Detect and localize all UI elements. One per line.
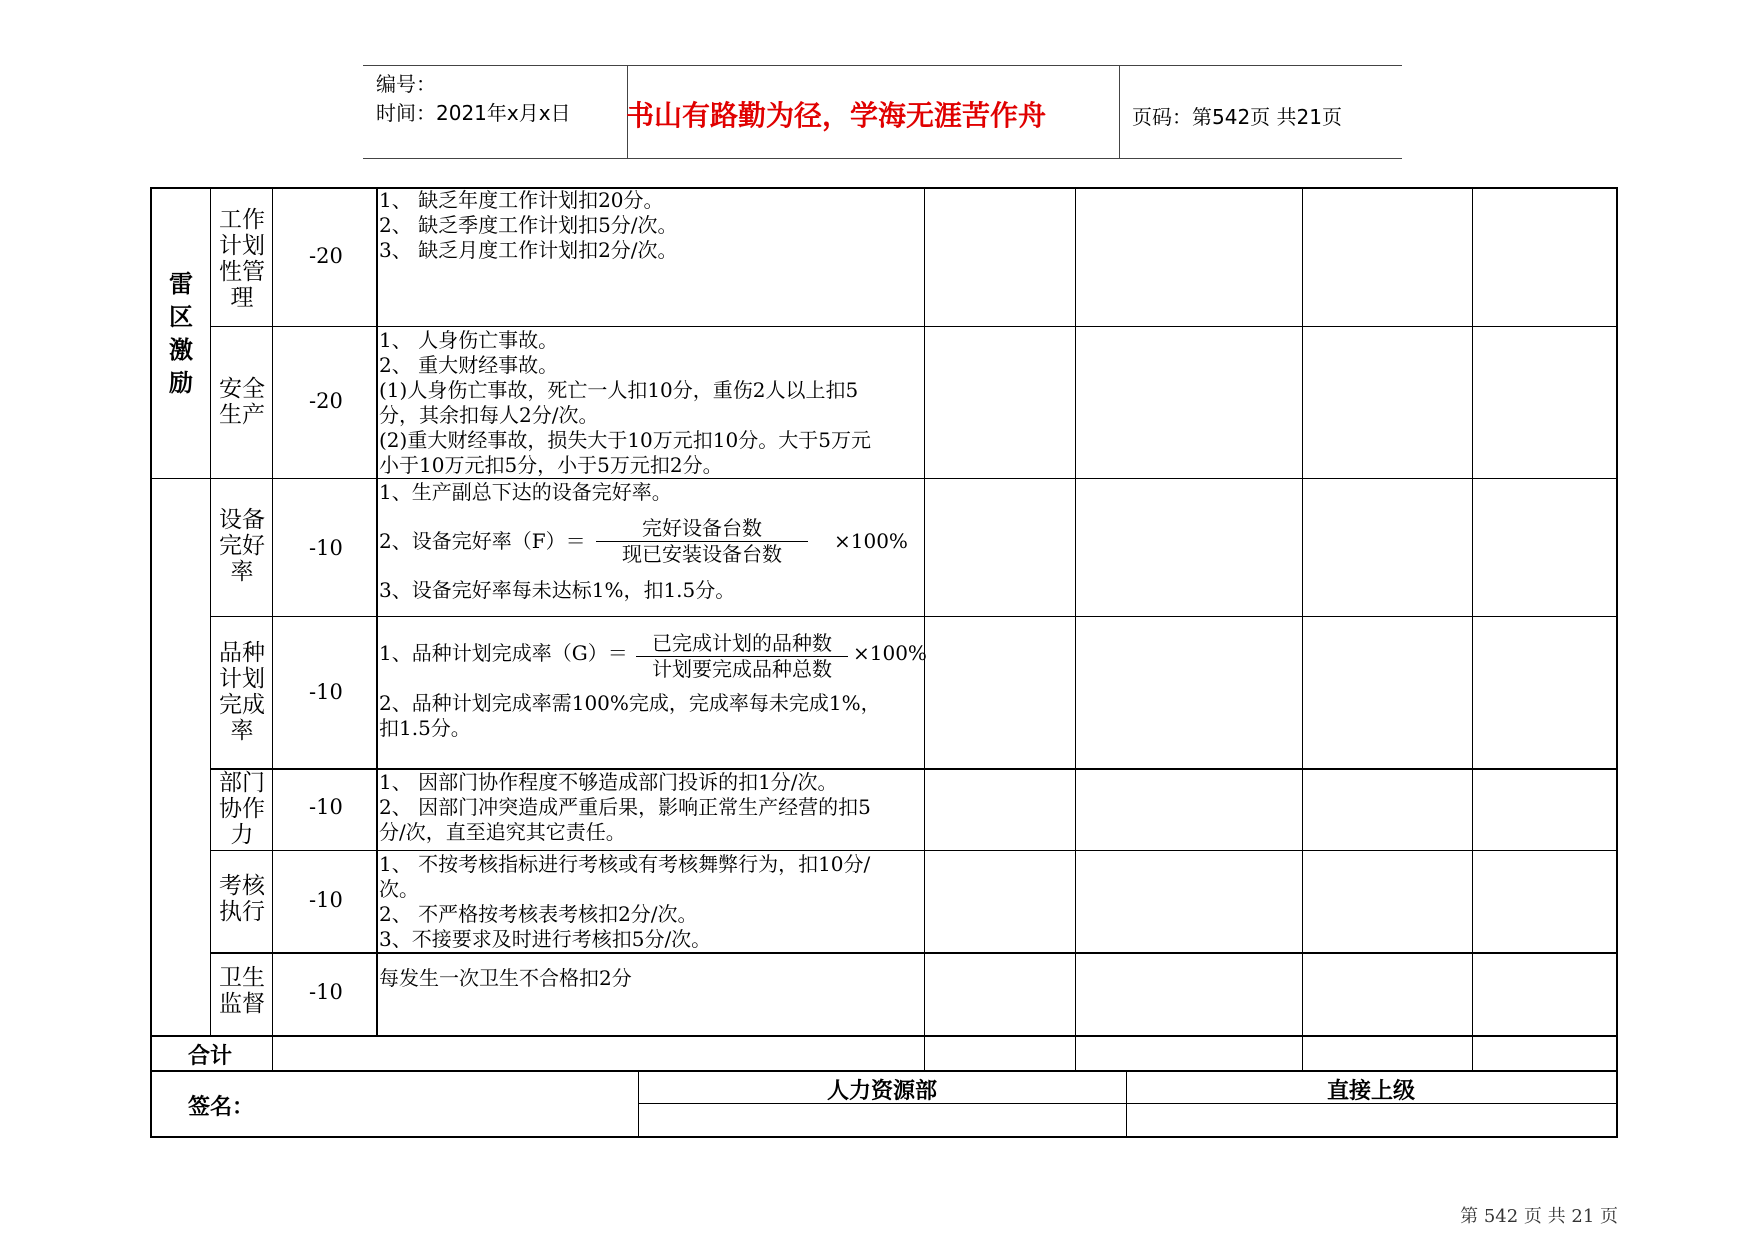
category-label: 安全 生产	[219, 376, 265, 428]
rule-text: 1、 人身伤亡事故。 2、 重大财经事故。 (1)人身伤亡事故，死亡一人扣10分，重伤2人以上扣5 分，其余扣每人2分/次。 (2)重大财经事故，损失大于10万元扣10分。大于5万元 小于10万元扣5分，小于5万元扣2分。	[379, 328, 871, 477]
sign-label: 签名：	[188, 1095, 255, 1120]
category-label: 部门 协作 力	[219, 770, 265, 848]
rule-text: 每发生一次卫生不合格扣2分	[379, 966, 632, 990]
formula-prefix: 2、设备完好率（F）＝	[379, 529, 586, 553]
formula-suffix: ×100%	[853, 641, 927, 665]
formula-numerator: 已完成计划的品种数	[636, 631, 848, 657]
score-value: -20	[309, 244, 343, 268]
formula-denominator: 计划要完成品种总数	[652, 657, 832, 681]
header-divider	[1119, 65, 1120, 159]
category-label: 设备 完好 率	[219, 507, 265, 585]
category-label: 卫生 监督	[219, 965, 265, 1017]
formula-fraction	[596, 516, 808, 567]
score-value: -10	[309, 795, 343, 819]
doc-time-label: 时间：2021年x月x日	[376, 101, 571, 125]
total-label: 合计	[188, 1044, 233, 1069]
rule-text: 1、 因部门协作程度不够造成部门投诉的扣1分/次。 2、 因部门冲突造成严重后果，影响正常生产经营的扣5 分/次，直至追究其它责任。	[379, 770, 871, 844]
header-bottom-rule	[363, 158, 1402, 159]
score-value: -10	[309, 980, 343, 1004]
formula-suffix: ×100%	[834, 529, 908, 553]
group-label: 雷区激励	[169, 270, 193, 397]
hr-department-label: 人力资源部	[826, 1079, 937, 1104]
category-label: 品种 计划 完成 率	[219, 640, 265, 744]
page-footer: 第 542 页 共 21 页	[1460, 1206, 1618, 1227]
formula-prefix: 1、品种计划完成率（G）＝	[379, 641, 628, 665]
motto-text: 书山有路勤为径，学海无涯苦作舟	[626, 99, 1047, 132]
score-value: -10	[309, 680, 343, 704]
formula-numerator: 完好设备台数	[596, 516, 808, 542]
rule-text: 1、 不按考核指标进行考核或有考核舞弊行为，扣10分/ 次。 2、 不严格按考核表考核扣2分/次。 3、不接要求及时进行考核扣5分/次。	[379, 852, 871, 951]
formula-fraction	[636, 631, 848, 682]
header-top-rule	[363, 65, 1402, 66]
score-value: -20	[309, 389, 343, 413]
rule-text: 2、品种计划完成率需100%完成，完成率每未完成1%， 扣1.5分。	[379, 691, 881, 740]
rule-text: 1、 缺乏年度工作计划扣20分。 2、 缺乏季度工作计划扣5分/次。 3、 缺乏月度工作计划扣2分/次。	[379, 188, 678, 262]
score-value: -10	[309, 536, 343, 560]
doc-number-label: 编号：	[376, 72, 436, 96]
rule-text: 3、设备完好率每未达标1%，扣1.5分。	[379, 578, 736, 602]
rule-text: 1、生产副总下达的设备完好率。	[379, 480, 672, 504]
formula-denominator: 现已安装设备台数	[622, 542, 782, 566]
page-info: 页码：第542页 共21页	[1132, 105, 1342, 129]
direct-supervisor-label: 直接上级	[1326, 1079, 1415, 1104]
category-label: 考核 执行	[219, 873, 265, 925]
category-label: 工作 计划 性管 理	[219, 207, 265, 311]
score-value: -10	[309, 888, 343, 912]
